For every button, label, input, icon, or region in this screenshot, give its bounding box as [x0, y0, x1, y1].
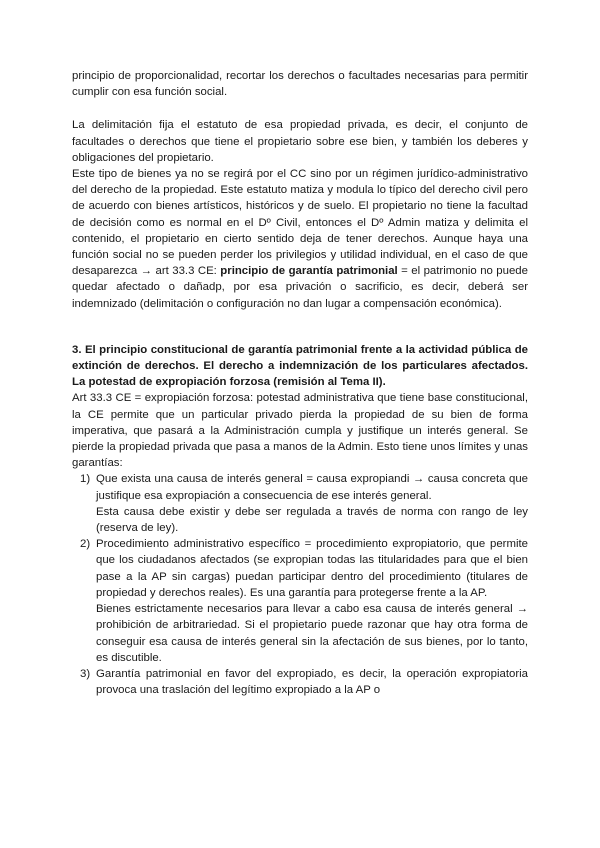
list-item — [72, 536, 528, 666]
list-item-number: 2) — [80, 538, 91, 551]
list-item-number: 1) — [80, 473, 91, 486]
garantias-list — [72, 471, 528, 698]
paragraph-delimitacion: La delimitación fija el estatuto de esa propiedad privada, es decir, el conjunto de facultades o derechos que tiene el propietario sobre ese bien, y también los deberes y obligaciones del propietario. — [72, 119, 528, 164]
bold-garantia-patrimonial: principio de garantía patrimonial — [220, 265, 398, 278]
section-heading-3: 3. El principio constitucional de garantía patrimonial frente a la actividad pública de extinción de derechos. El derecho a indemnización de los particulares afectados. La potestad de expropiación forzosa (remisión al Tema II). — [72, 343, 528, 389]
paragraph-regimen-tail: = el patrimonio no puede quedar afectado o dañadp, por esa privación o sacrificio, es decir, deberá ser indemnizado (delimitación o configuración no dan lugar a compensación económica). — [72, 265, 528, 310]
list-item-number: 3) — [80, 667, 91, 680]
paragraph-expropiacion: Art 33.3 CE = expropiación forzosa: potestad administrativa que tiene base constitucional, la CE permite que un particular privado pierda la propiedad de su bien de forma imperativa, que pasará a la Administración cumpla y justifique un interés general. Se pierde la propiedad privada que pasa a manos de la Admin. Esto tiene unos límites y unas garantías: — [72, 392, 528, 470]
list-item — [72, 666, 528, 698]
list-item-extra: Esta causa debe existir y debe ser regulada a través de norma con rango de ley (reserva de ley). — [96, 505, 528, 535]
paragraph-regimen-text: Este tipo de bienes ya no se regirá por el CC sino por un régimen jurídico-administrativo del derecho de la propiedad. Este estatuto matiza y modula lo típico del derecho civil pero de acuerdo con bienes artísticos, históricos y de suelo. El propietario no tiene la facultad de decisión como es normal en el Dº Civil, entonces el Dº Admin matiza y delimita el contenido, el propietario en cierto sentido deja de tener derechos. Aunque haya una función social no se pueden perder los privilegios y utilidad individual, en el caso de que desaparezca → art 33.3 CE: — [72, 168, 528, 278]
list-item-text: Que exista una causa de interés general = causa expropiandi → causa concreta que justifique esa expropiación a consecuencia de ese interés general. — [96, 473, 528, 502]
list-item — [72, 471, 528, 536]
list-item-text: Procedimiento administrativo específico = procedimiento expropiatorio, que permite que los ciudadanos afectados (se expropian todas las titularidades para que el bien pase a la AP sin cargas) puedan participar dentro del procedimiento (titulares de propiedad y derechos reales). Es una garantía para protegerse frente a la AP. — [96, 538, 528, 599]
document-page — [72, 68, 528, 698]
paragraph-proporcionalidad: principio de proporcionalidad, recortar los derechos o facultades necesarias para permitir cumplir con esa función social. — [72, 70, 528, 99]
paragraph-regimen — [72, 166, 528, 312]
list-item-text: Garantía patrimonial en favor del expropiado, es decir, la operación expropiatoria provoca una traslación del legítimo expropiado a la AP o — [96, 667, 528, 697]
list-item-extra: Bienes estrictamente necesarios para llevar a cabo esa causa de interés general → prohibición de arbitrariedad. Si el propietario puede razonar que hay otra forma de conseguir esa causa de interés general sin la afectación de sus bienes, por lo tanto, es discutible. — [96, 603, 528, 664]
